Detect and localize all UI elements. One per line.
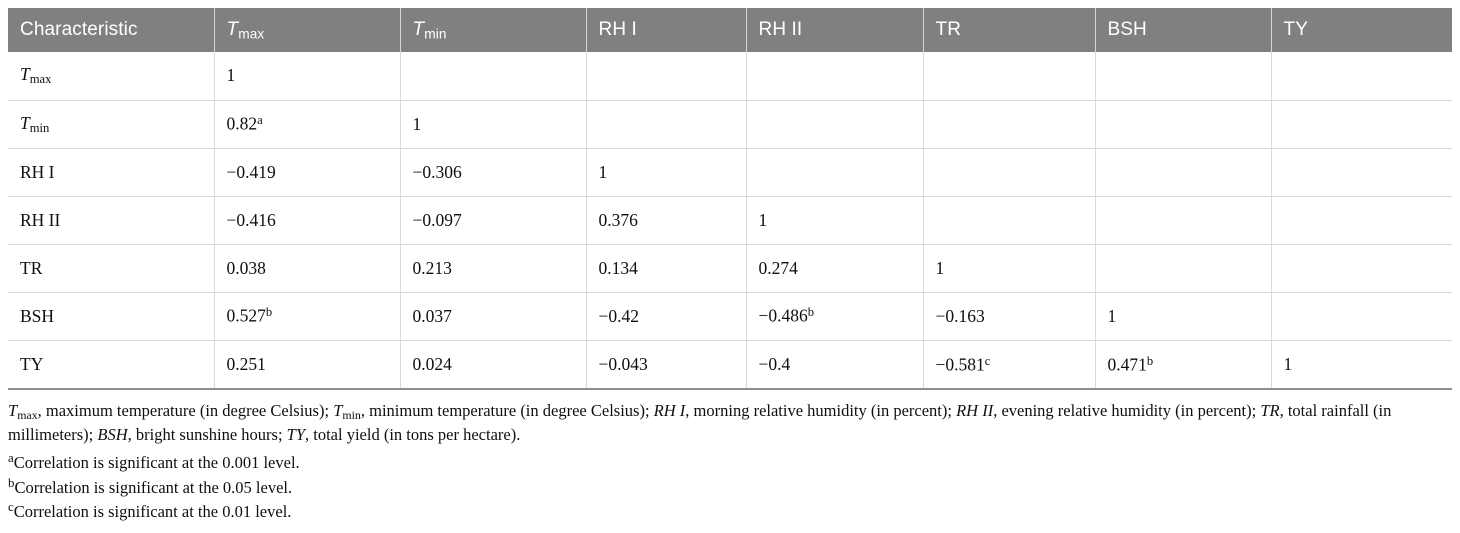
table-cell: 0.024 <box>400 340 586 388</box>
table-cell <box>1095 196 1271 244</box>
footnote-c: $^c$Correlation is significant at the 0.01 level. <box>8 500 292 522</box>
table-cell: −0.42 <box>586 292 746 340</box>
table-cell: 0.251 <box>214 340 400 388</box>
row-label: TY <box>8 340 214 388</box>
table-cell: 0.471$^b$ <box>1095 340 1271 388</box>
row-label: $T_{min}$ <box>8 100 214 148</box>
table-cell <box>1271 292 1452 340</box>
table-header-row <box>8 8 1452 52</box>
table-cell: 1 <box>400 100 586 148</box>
table-cell <box>1095 148 1271 196</box>
column-header-bsh: BSH <box>1095 8 1271 52</box>
table-cell <box>923 196 1095 244</box>
table-cell: −0.486$^b$ <box>746 292 923 340</box>
table-header <box>8 8 1452 52</box>
table-cell: −0.4 <box>746 340 923 388</box>
table-cell: 1 <box>1283 353 1293 374</box>
table-row <box>8 340 1452 388</box>
table-cell: −0.043 <box>586 340 746 388</box>
column-header-characteristic: Characteristic <box>8 8 214 52</box>
table-row <box>8 52 1452 100</box>
footnote-b: $^b$Correlation is significant at the 0.05 level. <box>8 475 293 497</box>
table-cell <box>1095 244 1271 292</box>
correlation-table <box>8 8 1452 388</box>
table-cell: 0.274 <box>746 244 923 292</box>
table-cell: 0.82$^a$ <box>214 100 400 148</box>
table-cell: 1 <box>1095 292 1271 340</box>
table-cell: −0.306 <box>400 148 586 196</box>
table-cell <box>746 52 923 100</box>
table-cell: 0.037 <box>400 292 586 340</box>
table-cell: −0.163 <box>923 292 1095 340</box>
column-header-tmin: $T_{min}$ <box>400 8 586 52</box>
row-label: RH II <box>8 196 214 244</box>
table-cell <box>586 52 746 100</box>
table-cell: 0.134 <box>586 244 746 292</box>
table-cell <box>1271 196 1452 244</box>
table-cell <box>1271 100 1452 148</box>
table-legend: $T_{max}$, maximum temperature (in degree Celsius); $T_{min}$, minimum temperature (in degree Celsius); RH I, morning relative humidity (in percent); RH II, evening relative humidity (in percent); TR, total rainfall (in millimeters); BSH, bright sunshine hours; TY, total yield (in tons per hectare). <box>8 401 1392 444</box>
table-row <box>8 196 1452 244</box>
table-cell <box>1095 100 1271 148</box>
table-cell <box>923 52 1095 100</box>
table-cell <box>400 52 586 100</box>
table-cell: 1 <box>214 52 400 100</box>
footnote-a: $^a$Correlation is significant at the 0.001 level. <box>8 450 300 472</box>
table-cell <box>923 100 1095 148</box>
table-row <box>8 100 1452 148</box>
row-label: $T_{max}$ <box>8 52 214 100</box>
table-cell: 1 <box>923 244 1095 292</box>
table-cell: 0.527$^b$ <box>214 292 400 340</box>
table-cell: 0.376 <box>586 196 746 244</box>
table-cell <box>1271 52 1452 100</box>
table-cell: 1 <box>586 148 746 196</box>
table-cell: −0.581$^c$ <box>923 340 1095 388</box>
column-header-rh-i: RH I <box>586 8 746 52</box>
table-cell <box>746 148 923 196</box>
table-cell <box>586 100 746 148</box>
table-cell <box>923 148 1095 196</box>
table-cell: 0.038 <box>214 244 400 292</box>
table-row <box>8 244 1452 292</box>
table-cell: −0.097 <box>400 196 586 244</box>
table-row <box>8 292 1452 340</box>
table-cell <box>1271 148 1452 196</box>
table-cell: 0.213 <box>400 244 586 292</box>
table-footnotes <box>8 450 1452 523</box>
column-header-ty: TY <box>1271 8 1452 52</box>
table-notes <box>8 400 1452 523</box>
table-cell: 1 <box>746 196 923 244</box>
row-label: BSH <box>8 292 214 340</box>
column-header-tmax: $T_{max}$ <box>214 8 400 52</box>
correlation-table-wrapper <box>8 8 1452 390</box>
table-cell <box>746 100 923 148</box>
table-body <box>8 52 1452 388</box>
table-row <box>8 148 1452 196</box>
table-cell: −0.419 <box>214 148 400 196</box>
column-header-rh-ii: RH II <box>746 8 923 52</box>
table-cell: −0.416 <box>214 196 400 244</box>
table-cell <box>1271 244 1452 292</box>
row-label: RH I <box>8 148 214 196</box>
table-cell <box>1095 52 1271 100</box>
column-header-tr: TR <box>923 8 1095 52</box>
row-label: TR <box>8 244 214 292</box>
